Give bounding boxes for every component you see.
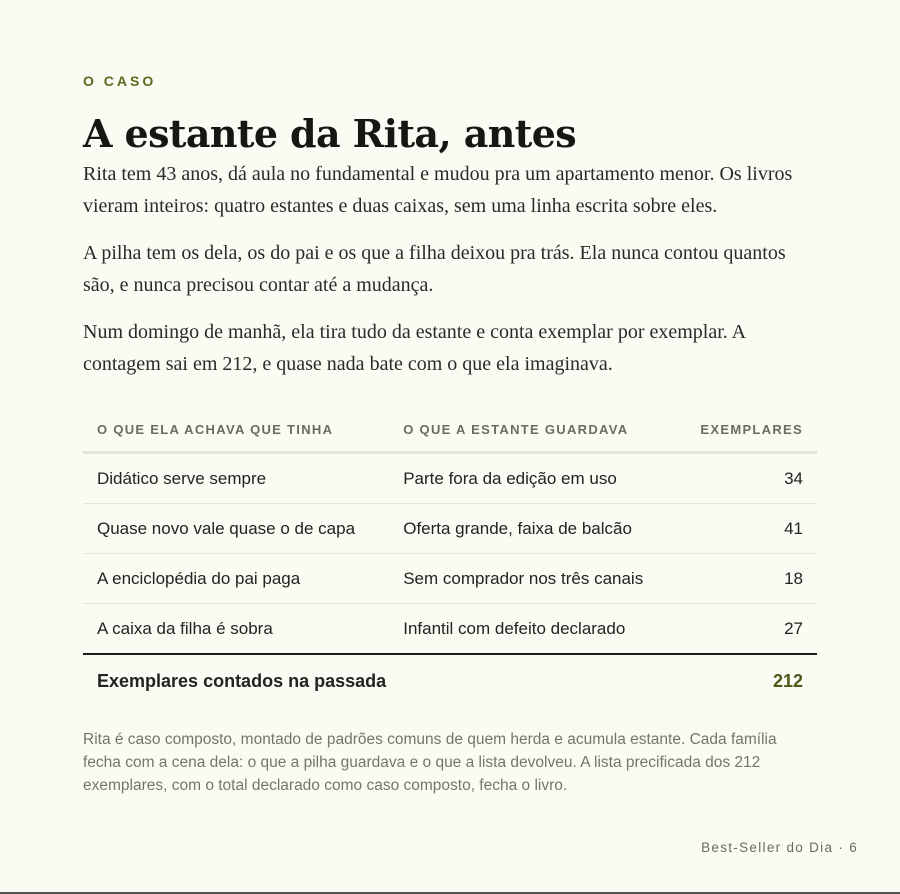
column-header-count: EXEMPLARES — [686, 407, 817, 453]
reality-cell: Parte fora da edição em uso — [389, 453, 686, 504]
belief-cell: A enciclopédia do pai paga — [83, 554, 389, 604]
belief-cell: Didático serve sempre — [83, 453, 389, 504]
count-cell: 18 — [686, 554, 817, 604]
count-cell: 34 — [686, 453, 817, 504]
table-row — [83, 504, 817, 554]
total-label: Exemplares contados na passada — [97, 670, 387, 691]
table-header-row — [83, 407, 817, 453]
reality-cell: Oferta grande, faixa de balcão — [389, 504, 686, 554]
page-title: A estante da Rita, antes — [83, 111, 577, 156]
count-cell: 41 — [686, 504, 817, 554]
body-paragraph: A pilha tem os dela, os do pai e os que a filha deixou pra trás. Ela nunca contou quantos são, e nunca precisou contar até a mudança. — [83, 242, 786, 296]
reality-cell: Sem comprador nos três canais — [389, 554, 686, 604]
belief-cell: Quase novo vale quase o de capa — [83, 504, 389, 554]
table-row — [83, 604, 817, 655]
comparison-table — [83, 407, 817, 707]
page-footer: Best-Seller do Dia · 6 — [701, 840, 858, 855]
section-kicker: O CASO — [83, 73, 157, 89]
footnote: Rita é caso composto, montado de padrões comuns de quem herda e acumula estante. Cada família fecha com a cena dela: o que a pilha guardava e o que a lista devolveu. A lista precificada dos 212 exemplares, com o total declarado como caso composto, fecha o livro. — [83, 731, 777, 794]
total-value: 212 — [772, 670, 803, 691]
column-header-reality: O QUE A ESTANTE GUARDAVA — [389, 407, 686, 453]
column-header-belief: O QUE ELA ACHAVA QUE TINHA — [83, 407, 389, 453]
case-section — [83, 72, 817, 797]
body-paragraph: Num domingo de manhã, ela tira tudo da estante e conta exemplar por exemplar. A contagem sai em 212, e quase nada bate com o que ela imaginava. — [83, 321, 746, 375]
belief-cell: A caixa da filha é sobra — [83, 604, 389, 655]
table-row — [83, 554, 817, 604]
count-cell: 27 — [686, 604, 817, 655]
table-total-row — [83, 654, 817, 707]
table-row — [83, 453, 817, 504]
reality-cell: Infantil com defeito declarado — [389, 604, 686, 655]
body-paragraph: Rita tem 43 anos, dá aula no fundamental e mudou pra um apartamento menor. Os livros vieram inteiros: quatro estantes e duas caixas, sem uma linha escrita sobre eles. — [83, 163, 793, 217]
